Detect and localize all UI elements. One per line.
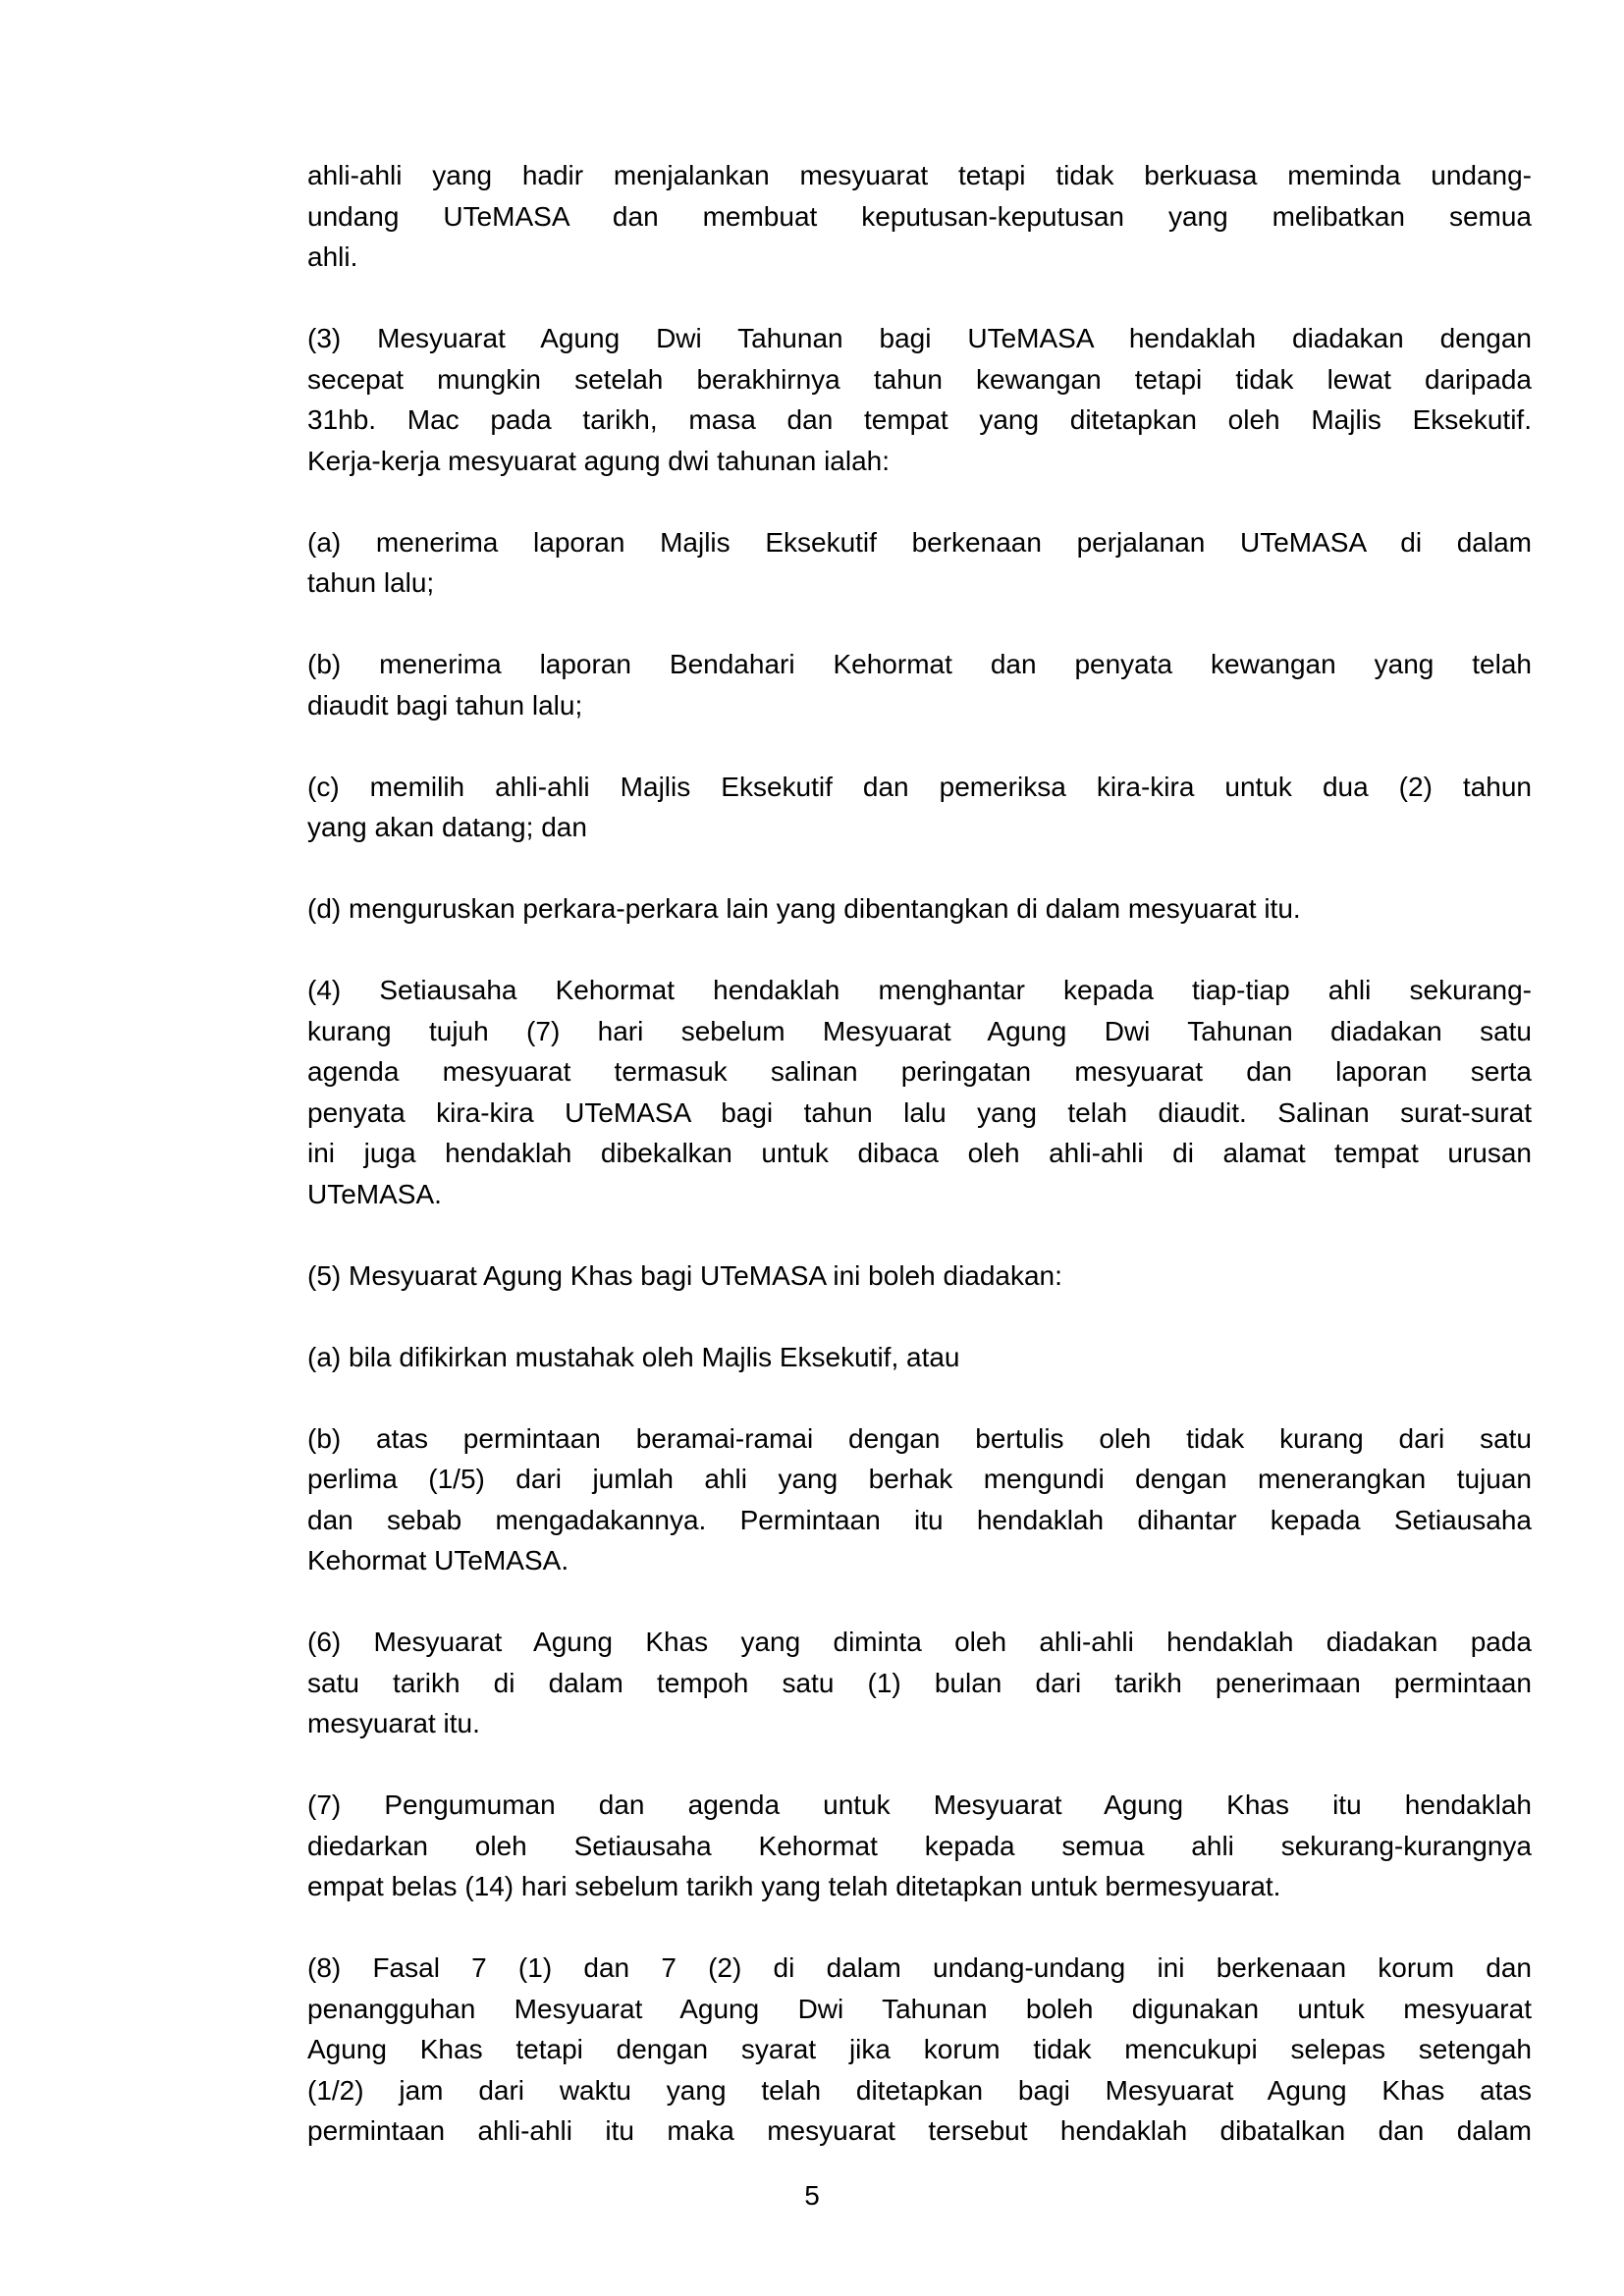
text-line: yang akan datang; dan bbox=[307, 812, 587, 842]
text-line: (a) bila difikirkan mustahak oleh Majlis Eksekutif, atau bbox=[307, 1341, 960, 1372]
text-line: permintaan ahli-ahli itu maka mesyuarat tersebut hendaklah dibatalkan dan dalam bbox=[307, 2115, 1532, 2146]
text-line: (3) Mesyuarat Agung Dwi Tahunan bagi UTeMASA hendaklah diadakan dengan bbox=[307, 323, 1532, 353]
text-line: (1/2) jam dari waktu yang telah ditetapkan bagi Mesyuarat Agung Khas atas bbox=[307, 2074, 1532, 2106]
text-line: (c) memilih ahli-ahli Majlis Eksekutif dan pemeriksa kira-kira untuk dua (2) tahun bbox=[307, 771, 1532, 802]
text-line: (7) Pengumuman dan agenda untuk Mesyuarat Agung Khas itu hendaklah bbox=[307, 1789, 1532, 1820]
text-line: (6) Mesyuarat Agung Khas yang diminta oleh ahli-ahli hendaklah diadakan pada bbox=[307, 1627, 1532, 1657]
text-line: penyata kira-kira UTeMASA bagi tahun lalu yang telah diaudit. Salinan surat-surat bbox=[307, 1096, 1532, 1128]
text-line: penangguhan Mesyuarat Agung Dwi Tahunan boleh digunakan untuk mesyuarat bbox=[307, 1993, 1532, 2024]
paragraph-clause-6 bbox=[307, 1622, 1532, 1744]
paragraph-clause-7 bbox=[307, 1785, 1532, 1907]
text-line: 31hb. Mac pada tarikh, masa dan tempat yang ditetapkan oleh Majlis Eksekutif. bbox=[307, 404, 1532, 435]
paragraph-clause-3c bbox=[307, 767, 1532, 848]
page-number-text: 5 bbox=[804, 2180, 820, 2211]
text-line: (b) atas permintaan beramai-ramai dengan bertulis oleh tidak kurang dari satu bbox=[307, 1422, 1532, 1454]
text-line: UTeMASA. bbox=[307, 1178, 442, 1209]
text-line: (a) menerima laporan Majlis Eksekutif berkenaan perjalanan UTeMASA di dalam bbox=[307, 526, 1532, 558]
paragraph-clause-3d bbox=[307, 888, 1532, 930]
text-line: mesyuarat itu. bbox=[307, 1708, 480, 1738]
text-line: Kehormat UTeMASA. bbox=[307, 1545, 569, 1575]
text-line: dan sebab mengadakannya. Permintaan itu hendaklah dihantar kepada Setiausaha bbox=[307, 1504, 1532, 1535]
text-line: secepat mungkin setelah berakhirnya tahun kewangan tetapi tidak lewat daripada bbox=[307, 363, 1532, 395]
document-body bbox=[307, 155, 1532, 2192]
paragraph-clause-3b bbox=[307, 644, 1532, 725]
text-line: (8) Fasal 7 (1) dan 7 (2) di dalam undang-undang ini berkenaan korum dan bbox=[307, 1952, 1532, 1983]
text-line: empat belas (14) hari sebelum tarikh yang telah ditetapkan untuk bermesyuarat. bbox=[307, 1871, 1281, 1901]
paragraph-clause-5b bbox=[307, 1418, 1532, 1581]
text-line: agenda mesyuarat termasuk salinan peringatan mesyuarat dan laporan serta bbox=[307, 1056, 1532, 1087]
page-number bbox=[0, 2175, 1624, 2216]
paragraph-clause-3a bbox=[307, 522, 1532, 604]
paragraph-clause-3 bbox=[307, 318, 1532, 481]
paragraph-clause-5 bbox=[307, 1255, 1532, 1297]
text-line: diedarkan oleh Setiausaha Kehormat kepada semua ahli sekurang-kurangnya bbox=[307, 1830, 1532, 1861]
text-line: Kerja-kerja mesyuarat agung dwi tahunan ialah: bbox=[307, 445, 891, 476]
paragraph-continuation bbox=[307, 155, 1532, 278]
text-line: kurang tujuh (7) hari sebelum Mesyuarat Agung Dwi Tahunan diadakan satu bbox=[307, 1015, 1532, 1046]
text-line: (5) Mesyuarat Agung Khas bagi UTeMASA ini boleh diadakan: bbox=[307, 1259, 1062, 1291]
paragraph-clause-8 bbox=[307, 1948, 1532, 2152]
text-line: diaudit bagi tahun lalu; bbox=[307, 689, 583, 721]
text-line: undang UTeMASA dan membuat keputusan-keputusan yang melibatkan semua bbox=[307, 200, 1532, 232]
text-line: (d) menguruskan perkara-perkara lain yang dibentangkan di dalam mesyuarat itu. bbox=[307, 893, 1301, 924]
text-line: perlima (1/5) dari jumlah ahli yang berhak mengundi dengan menerangkan tujuan bbox=[307, 1464, 1532, 1494]
text-line: ini juga hendaklah dibekalkan untuk dibaca oleh ahli-ahli di alamat tempat urusan bbox=[307, 1138, 1532, 1168]
paragraph-clause-4 bbox=[307, 970, 1532, 1214]
paragraph-clause-5a bbox=[307, 1337, 1532, 1378]
text-line: ahli. bbox=[307, 241, 358, 272]
text-line: ahli-ahli yang hadir menjalankan mesyuarat tetapi tidak berkuasa meminda undang- bbox=[307, 160, 1532, 190]
text-line: (b) menerima laporan Bendahari Kehormat dan penyata kewangan yang telah bbox=[307, 649, 1532, 679]
text-line: (4) Setiausaha Kehormat hendaklah menghantar kepada tiap-tiap ahli sekurang- bbox=[307, 975, 1532, 1005]
text-line: tahun lalu; bbox=[307, 567, 435, 598]
text-line: satu tarikh di dalam tempoh satu (1) bulan dari tarikh penerimaan permintaan bbox=[307, 1667, 1532, 1698]
text-line: Agung Khas tetapi dengan syarat jika korum tidak mencukupi selepas setengah bbox=[307, 2034, 1532, 2064]
